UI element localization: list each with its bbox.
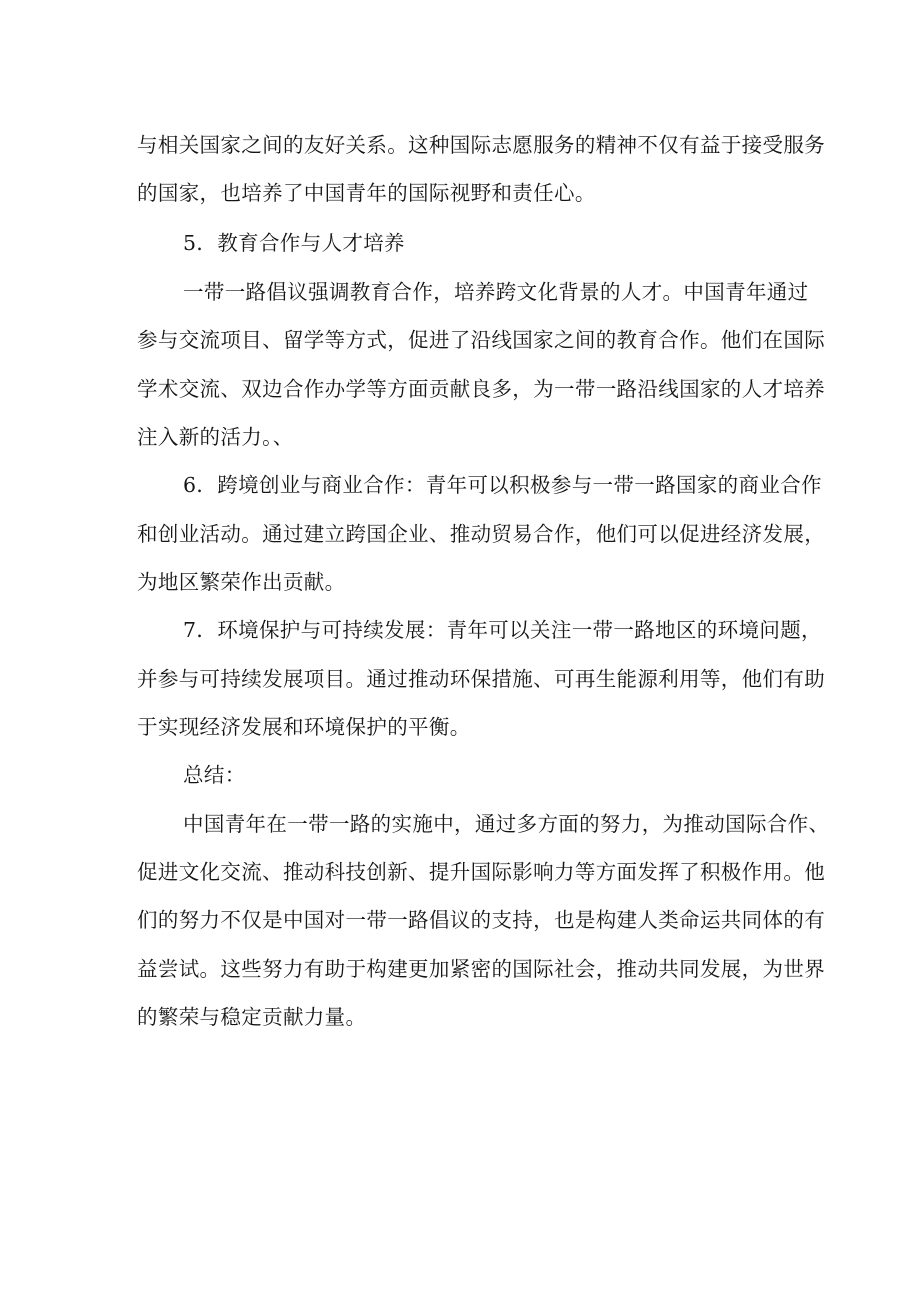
section-5-heading: 5．教育合作与人才培养: [183, 231, 405, 255]
section-7-line-2: 并参与可持续发展项目。通过推动环保措施、可再生能源利用等，他们有助: [137, 667, 826, 691]
section-6-line-1: 6．跨境创业与商业合作：青年可以积极参与一带一路国家的商业合作: [183, 473, 822, 497]
section-7-line-1: 7．环境保护与可持续发展：青年可以关注一带一路地区的环境问题，: [183, 618, 822, 642]
summary-heading: 总结：: [183, 763, 246, 787]
paragraph-4-line-2: 与相关国家之间的友好关系。这种国际志愿服务的精神不仅有益于接受服务: [137, 133, 826, 157]
summary-line-1: 中国青年在一带一路的实施中，通过多方面的努力，为推动国际合作、: [183, 812, 830, 836]
section-6-line-3: 为地区繁荣作出贡献。: [137, 570, 346, 594]
section-5-line-4: 注入新的活力。、: [137, 425, 294, 449]
section-7-line-3: 于实现经济发展和环境保护的平衡。: [137, 715, 471, 739]
section-6-line-2: 和创业活动。通过建立跨国企业、推动贸易合作，他们可以促进经济发展，: [137, 522, 826, 546]
summary-line-2: 促进文化交流、推动科技创新、提升国际影响力等方面发挥了积极作用。他: [137, 860, 826, 884]
summary-line-4: 益尝试。这些努力有助于构建更加紧密的国际社会，推动共同发展，为世界: [137, 957, 826, 981]
summary-line-3: 们的努力不仅是中国对一带一路倡议的支持，也是构建人类命运共同体的有: [137, 908, 826, 932]
section-5-line-2: 参与交流项目、留学等方式，促进了沿线国家之间的教育合作。他们在国际: [137, 328, 826, 352]
summary-line-5: 的繁荣与稳定贡献力量。: [137, 1005, 367, 1029]
section-5-line-3: 学术交流、双边合作办学等方面贡献良多，为一带一路沿线国家的人才培养: [137, 377, 826, 401]
paragraph-4-line-3: 的国家，也培养了中国青年的国际视野和责任心。: [137, 181, 596, 205]
section-5-line-1: 一带一路倡议强调教育合作，培养跨文化背景的人才。中国青年通过: [183, 280, 809, 304]
